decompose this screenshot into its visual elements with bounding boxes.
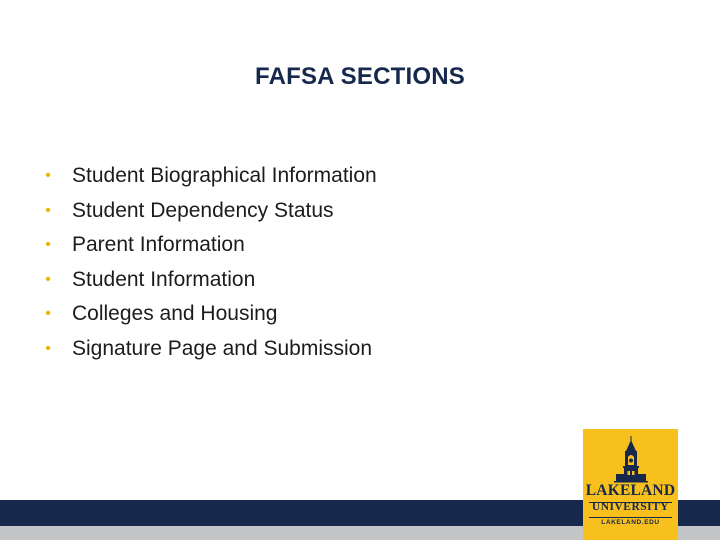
logo-name-bottom: UNIVERSITY [591,501,670,513]
bullet-item-signature [42,333,377,368]
bullet-dot-icon: • [45,305,51,323]
logo-name-top: LAKELAND [585,482,676,499]
bullet-dot-icon: • [45,201,51,219]
bullet-item-biographical [42,160,377,195]
bullet-item-dependency [42,195,377,230]
university-logo [583,429,678,540]
logo-url: LAKELAND.EDU [601,519,660,526]
bullet-text: Parent Information [72,233,245,257]
bullet-dot-icon: • [45,167,51,184]
bullet-item-colleges [42,298,377,333]
slide-title: FAFSA SECTIONS [255,63,465,90]
bullet-text: Student Information [72,267,256,291]
bullet-item-parent [42,229,377,264]
logo-divider [589,517,672,518]
bullet-text: Colleges and Housing [72,302,278,326]
bullet-text: Signature Page and Submission [72,336,373,360]
bullet-dot-icon: • [45,339,51,357]
bullet-text: Student Dependency Status [72,198,334,222]
bullet-text: Student Biographical Information [72,164,377,187]
bell-tower-icon [614,436,648,488]
bullet-list [42,160,377,368]
bullet-dot-icon: • [45,270,51,288]
bullet-dot-icon: • [45,236,51,254]
bullet-item-student [42,264,377,299]
